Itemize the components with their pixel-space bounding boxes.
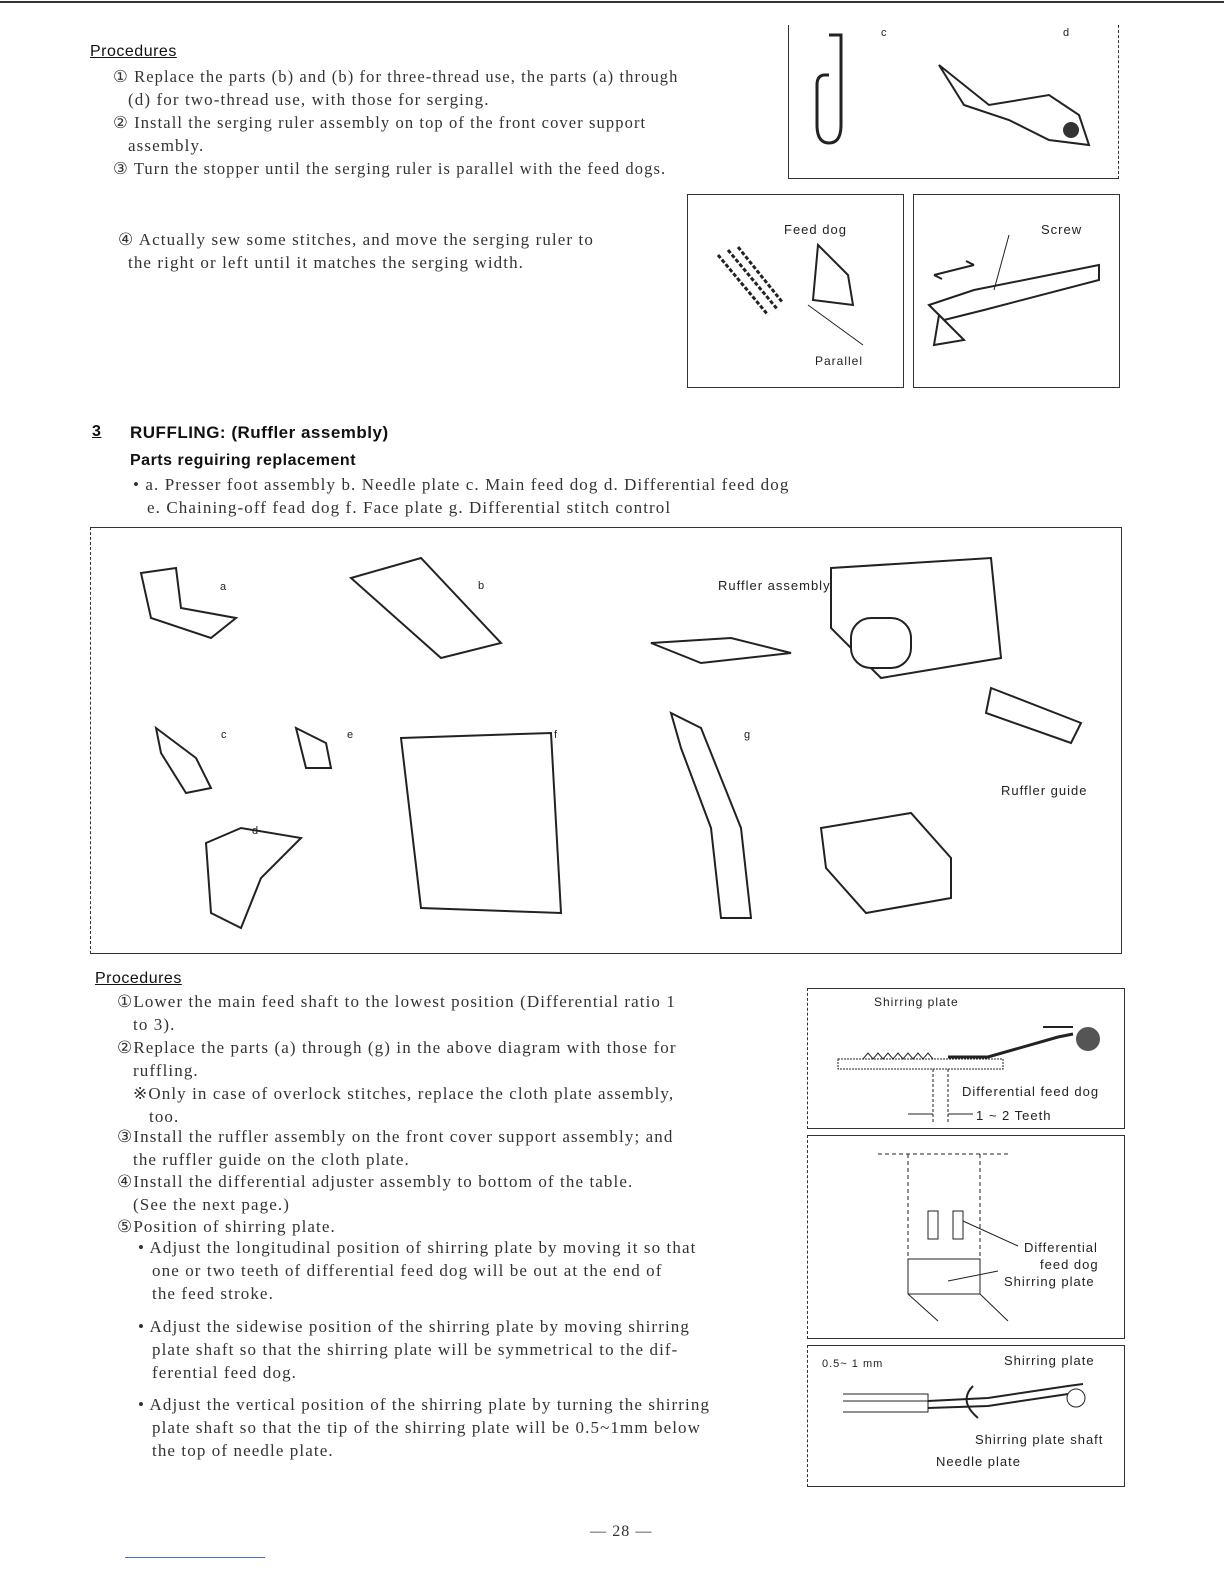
- step-5-bullet-1-cont2: the feed stroke.: [152, 1284, 274, 1303]
- page-number: — 28 —: [590, 1523, 653, 1540]
- shirring-plate-shaft-label: Shirring plate shaft: [975, 1432, 1104, 1447]
- shirring-top-illustration: [808, 1136, 1124, 1338]
- figure-serging-parts: [788, 25, 1119, 179]
- part-label-e: e: [347, 729, 355, 741]
- part-label-f: f: [554, 729, 559, 741]
- step-4-cont: the right or left until it matches the serging width.: [128, 253, 525, 272]
- figure-screw: [913, 194, 1120, 388]
- step-5-bullet-2-cont: plate shaft so that the shirring plate will be symmetrical to the dif-: [152, 1340, 679, 1359]
- step-2-cont: assembly.: [128, 136, 205, 155]
- needle-plate-label: Needle plate: [936, 1454, 1021, 1469]
- step-5-bullet-3-cont: plate shaft so that the tip of the shirring plate will be 0.5~1mm below: [152, 1418, 702, 1437]
- figure-shirring-side: [807, 988, 1125, 1129]
- step-4-cont: (See the next page.): [133, 1195, 290, 1214]
- figure-shirring-top: [807, 1135, 1125, 1339]
- ruffling-title: RUFFLING: (Ruffler assembly): [130, 423, 389, 442]
- part-label-g: g: [744, 729, 752, 741]
- step-5-bullet-3: • Adjust the vertical position of the shirring plate by turning the shirring: [138, 1395, 711, 1414]
- differential-label: Differential: [1024, 1240, 1098, 1255]
- step-1: ① Replace the parts (b) and (b) for three-thread use, the parts (a) through: [113, 67, 679, 86]
- section-number-text: 3: [92, 423, 102, 440]
- figure-feed-dog: [687, 194, 904, 388]
- feed-dog-label: Feed dog: [784, 222, 847, 237]
- step-2-note: ※Only in case of overlock stitches, replace the cloth plate assembly,: [133, 1084, 675, 1103]
- screw-label: Screw: [1041, 222, 1083, 237]
- part-label-b: b: [478, 580, 486, 592]
- figure-shirring-vertical: [807, 1345, 1125, 1487]
- step-5-bullet-1: • Adjust the longitudinal position of shirring plate by moving it so that: [138, 1238, 697, 1257]
- screw-illustration: [914, 195, 1119, 387]
- parts-list-line-1: • a. Presser foot assembly b. Needle plate c. Main feed dog d. Differential feed dog: [133, 475, 790, 494]
- shirring-plate-label: Shirring plate: [874, 995, 959, 1009]
- step-4: ④Install the differential adjuster assembly to bottom of the table.: [117, 1172, 634, 1191]
- shirring-plate-label-3: Shirring plate: [1004, 1353, 1095, 1368]
- label-c: c: [881, 27, 888, 39]
- step-5-bullet-2-cont2: ferential feed dog.: [152, 1363, 298, 1382]
- teeth-label: 1 ~ 2 Teeth: [976, 1108, 1052, 1123]
- step-2: ② Install the serging ruler assembly on top of the front cover support: [113, 113, 647, 132]
- step-3: ③ Turn the stopper until the serging ruler is parallel with the feed dogs.: [113, 159, 667, 178]
- step-5: ⑤Position of shirring plate.: [117, 1217, 336, 1236]
- step-1: ①Lower the main feed shaft to the lowest position (Differential ratio 1: [117, 992, 676, 1011]
- part-label-a: a: [220, 581, 228, 593]
- diff-feed-dog-label: Differential feed dog: [962, 1084, 1100, 1099]
- parts-list-line-2: e. Chaining-off fead dog f. Face plate g. Differential stitch control: [147, 498, 672, 517]
- section-number: [92, 423, 101, 441]
- shirring-side-illustration: [808, 989, 1124, 1128]
- top-rule: [0, 1, 1224, 3]
- step-5-bullet-1-cont: one or two teeth of differential feed dog will be out at the end of: [152, 1261, 663, 1280]
- part-label-c: c: [221, 729, 228, 741]
- label-d: d: [1063, 27, 1071, 39]
- step-4: ④ Actually sew some stitches, and move the serging ruler to: [118, 230, 594, 249]
- procedures-heading: Procedures: [90, 43, 177, 60]
- ruffler-assembly-label: Ruffler assembly: [718, 578, 831, 593]
- step-3-cont: the ruffler guide on the cloth plate.: [133, 1150, 410, 1169]
- step-1-cont: (d) for two-thread use, with those for serging.: [128, 90, 490, 109]
- step-1-cont: to 3).: [133, 1015, 176, 1034]
- step-2-note-cont: too.: [149, 1107, 180, 1126]
- figure-ruffler-parts: [90, 527, 1122, 954]
- feed-dog-label-2: feed dog: [1040, 1257, 1099, 1272]
- shirring-plate-label-2: Shirring plate: [1004, 1274, 1095, 1289]
- serging-parts-illustration: [789, 25, 1118, 178]
- step-5-bullet-2: • Adjust the sidewise position of the shirring plate by moving shirring: [138, 1317, 690, 1336]
- parts-subheading: Parts reguiring replacement: [130, 452, 357, 469]
- parallel-label: Parallel: [815, 354, 864, 368]
- step-5-bullet-3-cont2: the top of needle plate.: [152, 1441, 334, 1460]
- part-label-d: d: [252, 825, 260, 837]
- ruffler-guide-label: Ruffler guide: [1001, 783, 1088, 798]
- ruffler-parts-illustration: [91, 528, 1121, 953]
- step-2: ②Replace the parts (a) through (g) in the above diagram with those for: [117, 1038, 677, 1057]
- step-2-cont: ruffling.: [133, 1061, 199, 1080]
- step-3: ③Install the ruffler assembly on the front cover support assembly; and: [117, 1127, 674, 1146]
- procedures-heading-2: Procedures: [95, 970, 182, 987]
- gap-label: 0.5~ 1 mm: [822, 1358, 884, 1370]
- footer-rule: [125, 1557, 265, 1558]
